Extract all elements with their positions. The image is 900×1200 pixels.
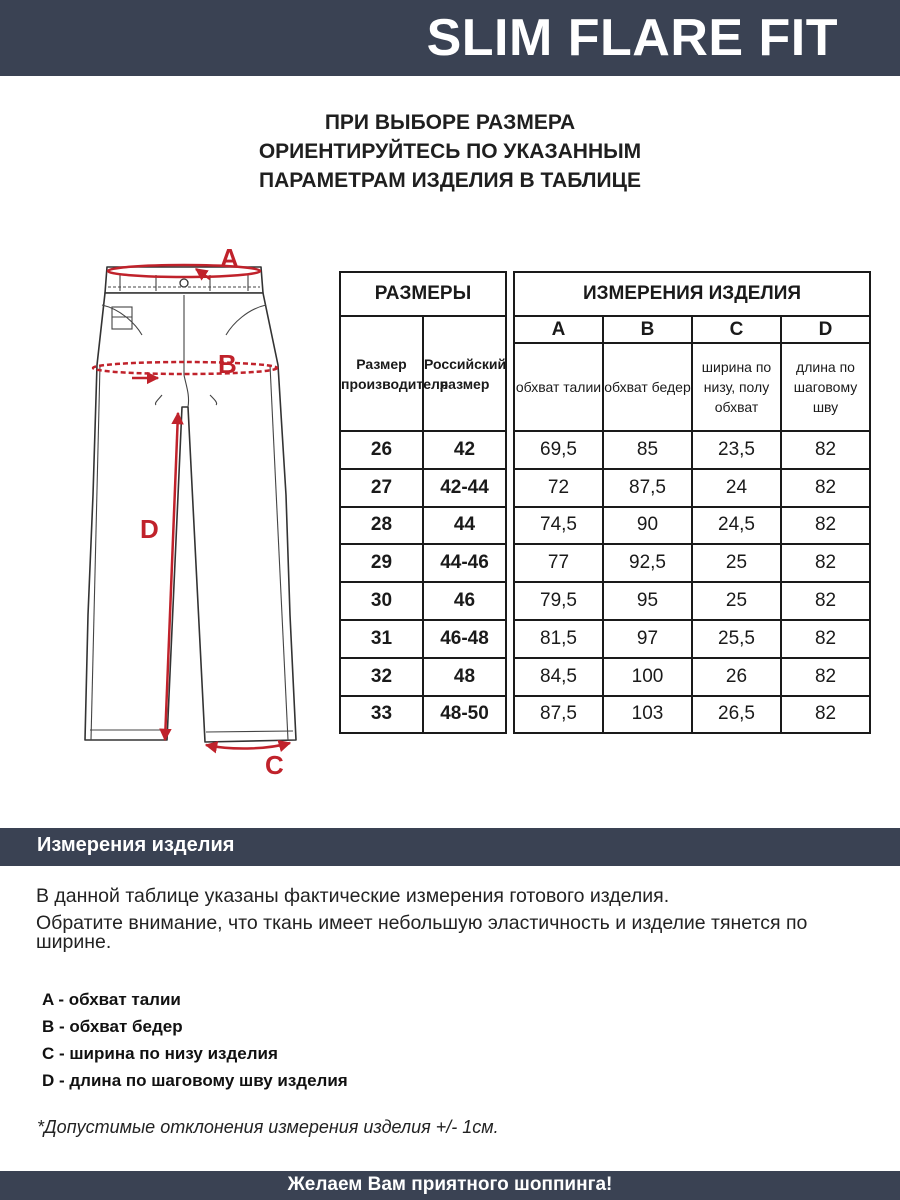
cell-d: 82: [781, 658, 870, 696]
cell-b: 92,5: [603, 544, 692, 582]
table-row: [340, 431, 506, 469]
cell-d: 82: [781, 620, 870, 658]
cell-a: 69,5: [514, 431, 603, 469]
cell-a: 72: [514, 469, 603, 507]
table-row: [514, 620, 870, 658]
maker-size: 31: [340, 620, 423, 658]
russian-size: 46: [423, 582, 506, 620]
russian-size: 48-50: [423, 696, 506, 734]
footer-banner: [0, 1171, 900, 1200]
russian-size: 46-48: [423, 620, 506, 658]
label-b: B: [218, 349, 237, 379]
cell-b: 90: [603, 507, 692, 545]
table-row: [514, 658, 870, 696]
column-letter-b: B: [603, 316, 692, 343]
table-row: [340, 620, 506, 658]
table-row: [514, 582, 870, 620]
section-title: Измерения изделия: [37, 834, 235, 856]
label-a: A: [220, 243, 239, 273]
maker-size-header: Размер производителя: [340, 316, 423, 431]
headline-line-2: ОРИЕНТИРУЙТЕСЬ ПО УКАЗАННЫМ: [258, 140, 642, 163]
measurement-legend: [42, 986, 348, 1094]
label-d: D: [140, 514, 159, 544]
sizes-table-title: РАЗМЕРЫ: [340, 272, 506, 316]
cell-b: 103: [603, 696, 692, 734]
table-row: [514, 696, 870, 734]
table-row: [340, 696, 506, 734]
cell-d: 82: [781, 431, 870, 469]
jeans-diagram: [60, 235, 330, 795]
maker-size: 26: [340, 431, 423, 469]
label-c: C: [265, 750, 284, 780]
section-header: [0, 828, 900, 866]
footer-text: Желаем Вам приятного шоппинга!: [287, 1174, 613, 1195]
maker-size: 29: [340, 544, 423, 582]
headline-line-3: ПАРАМЕТРАМ ИЗДЕЛИЯ В ТАБЛИЦЕ: [259, 169, 641, 192]
table-row: [514, 431, 870, 469]
legend-item-a: A - обхват талии: [42, 990, 181, 1009]
cell-d: 82: [781, 507, 870, 545]
russian-size-header: Российский размер: [423, 316, 506, 431]
cell-b: 100: [603, 658, 692, 696]
description-line-1: В данной таблице указаны фактические измерения готового изделия.: [36, 885, 670, 907]
cell-b: 85: [603, 431, 692, 469]
column-desc-a: обхват талии: [514, 343, 603, 431]
top-banner: [0, 0, 900, 76]
cell-d: 82: [781, 582, 870, 620]
table-row: [340, 469, 506, 507]
description: [36, 887, 866, 960]
russian-size: 42-44: [423, 469, 506, 507]
cell-c: 25: [692, 582, 781, 620]
sizes-table: [339, 271, 507, 734]
legend-item-b: B - обхват бедер: [42, 1017, 183, 1036]
column-desc-b: обхват бедер: [603, 343, 692, 431]
tolerance-note: *Допустимые отклонения измерения изделия +/- 1см.: [37, 1117, 499, 1137]
maker-size: 28: [340, 507, 423, 545]
maker-size: 27: [340, 469, 423, 507]
column-desc-d: длина по шаговому шву: [781, 343, 870, 431]
table-row: [340, 544, 506, 582]
description-line-2: Обратите внимание, что ткань имеет небольшую эластичность и изделие тянется по ширине.: [36, 912, 808, 953]
table-row: [514, 469, 870, 507]
cell-b: 95: [603, 582, 692, 620]
cell-b: 87,5: [603, 469, 692, 507]
headline: [150, 108, 750, 195]
maker-size: 30: [340, 582, 423, 620]
cell-a: 74,5: [514, 507, 603, 545]
page-title: SLIM FLARE FIT: [426, 9, 838, 67]
cell-a: 87,5: [514, 696, 603, 734]
cell-d: 82: [781, 696, 870, 734]
table-row: [514, 507, 870, 545]
russian-size: 44-46: [423, 544, 506, 582]
cell-c: 25,5: [692, 620, 781, 658]
cell-a: 79,5: [514, 582, 603, 620]
russian-size: 44: [423, 507, 506, 545]
column-letter-c: C: [692, 316, 781, 343]
cell-c: 23,5: [692, 431, 781, 469]
table-row: [340, 658, 506, 696]
headline-line-1: ПРИ ВЫБОРЕ РАЗМЕРА: [324, 111, 576, 134]
legend-item-d: D - длина по шаговому шву изделия: [42, 1071, 348, 1090]
cell-a: 77: [514, 544, 603, 582]
table-row: [340, 582, 506, 620]
column-letter-a: A: [514, 316, 603, 343]
maker-size: 32: [340, 658, 423, 696]
cell-a: 84,5: [514, 658, 603, 696]
table-row: [340, 507, 506, 545]
cell-d: 82: [781, 469, 870, 507]
measurements-table-title: ИЗМЕРЕНИЯ ИЗДЕЛИЯ: [514, 272, 870, 316]
cell-c: 26,5: [692, 696, 781, 734]
legend-item-c: C - ширина по низу изделия: [42, 1044, 278, 1063]
jeans-illustration: [60, 235, 330, 795]
cell-a: 81,5: [514, 620, 603, 658]
column-desc-c: ширина по низу, полу обхват: [692, 343, 781, 431]
maker-size: 33: [340, 696, 423, 734]
cell-c: 24: [692, 469, 781, 507]
cell-d: 82: [781, 544, 870, 582]
russian-size: 42: [423, 431, 506, 469]
table-row: [514, 544, 870, 582]
cell-c: 26: [692, 658, 781, 696]
cell-c: 25: [692, 544, 781, 582]
column-letter-d: D: [781, 316, 870, 343]
cell-b: 97: [603, 620, 692, 658]
cell-c: 24,5: [692, 507, 781, 545]
measurements-table: [513, 271, 871, 734]
russian-size: 48: [423, 658, 506, 696]
